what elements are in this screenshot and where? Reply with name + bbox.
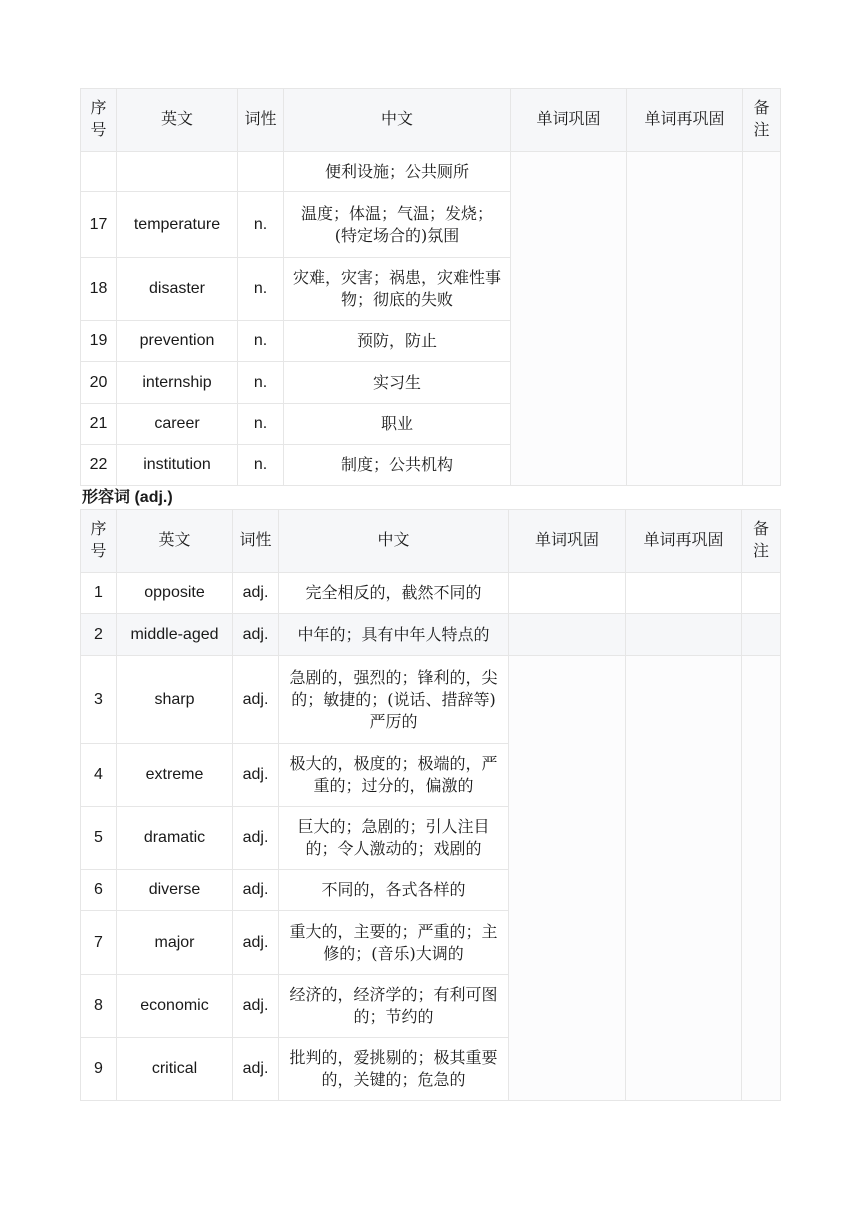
row-pos: adj. — [233, 975, 279, 1038]
row-pos: adj. — [233, 656, 279, 744]
row-pos: adj. — [233, 911, 279, 975]
row-chinese: 职业 — [284, 404, 511, 445]
row-english: middle-aged — [117, 614, 233, 656]
row-index: 9 — [81, 1038, 117, 1101]
row-chinese: 巨大的；急剧的；引人注目的；令人激动的；戏剧的 — [279, 807, 509, 870]
notes-cell[interactable] — [742, 656, 781, 1101]
row-pos: n. — [238, 321, 284, 362]
header-review2: 单词再巩固 — [627, 89, 743, 152]
row-pos: adj. — [233, 1038, 279, 1101]
notes-cell[interactable] — [743, 152, 781, 486]
row-index: 2 — [81, 614, 117, 656]
row-index: 6 — [81, 870, 117, 911]
row-english: major — [117, 911, 233, 975]
row-index: 1 — [81, 573, 117, 614]
adjective-table — [80, 509, 781, 1101]
review2-cell[interactable] — [627, 152, 743, 486]
row-index: 18 — [81, 258, 117, 321]
row-index: 5 — [81, 807, 117, 870]
section-title-zh: 形容词 — [82, 489, 131, 506]
row-english: institution — [117, 445, 238, 486]
row-chinese: 急剧的，强烈的；锋利的，尖的；敏捷的；(说话、措辞等)严厉的 — [279, 656, 509, 744]
row-english: economic — [117, 975, 233, 1038]
table-header-row — [81, 510, 781, 573]
row-index — [81, 152, 117, 192]
row-chinese: 实习生 — [284, 362, 511, 404]
row-pos: adj. — [233, 614, 279, 656]
review2-cell[interactable] — [626, 614, 742, 656]
row-pos: adj. — [233, 870, 279, 911]
header-review2: 单词再巩固 — [626, 510, 742, 573]
row-chinese: 温度；体温；气温；发烧；(特定场合的)氛围 — [284, 192, 511, 258]
row-english: temperature — [117, 192, 238, 258]
row-chinese: 中年的；具有中年人特点的 — [279, 614, 509, 656]
table-row — [81, 152, 781, 192]
row-pos: adj. — [233, 744, 279, 807]
row-chinese: 经济的，经济学的；有利可图的；节约的 — [279, 975, 509, 1038]
header-pos: 词性 — [233, 510, 279, 573]
row-chinese: 重大的，主要的；严重的；主修的；(音乐)大调的 — [279, 911, 509, 975]
header-index: 序号 — [81, 89, 117, 152]
row-pos: n. — [238, 445, 284, 486]
row-english: disaster — [117, 258, 238, 321]
header-english: 英文 — [117, 89, 238, 152]
review1-cell[interactable] — [509, 573, 626, 614]
header-pos: 词性 — [238, 89, 284, 152]
row-english: prevention — [117, 321, 238, 362]
notes-cell[interactable] — [742, 614, 781, 656]
row-chinese: 不同的，各式各样的 — [279, 870, 509, 911]
review1-cell[interactable] — [509, 614, 626, 656]
row-pos: adj. — [233, 573, 279, 614]
row-index: 22 — [81, 445, 117, 486]
header-review1: 单词巩固 — [509, 510, 626, 573]
header-notes: 备注 — [742, 510, 781, 573]
table-row — [81, 614, 781, 656]
row-chinese: 极大的，极度的；极端的，严重的；过分的，偏激的 — [279, 744, 509, 807]
header-notes: 备注 — [743, 89, 781, 152]
row-pos: n. — [238, 192, 284, 258]
row-index: 19 — [81, 321, 117, 362]
row-index: 21 — [81, 404, 117, 445]
header-chinese: 中文 — [279, 510, 509, 573]
review1-cell[interactable] — [509, 656, 626, 1101]
row-index: 20 — [81, 362, 117, 404]
noun-table — [80, 88, 781, 486]
row-english: dramatic — [117, 807, 233, 870]
table-row — [81, 573, 781, 614]
row-english: diverse — [117, 870, 233, 911]
row-pos: n. — [238, 404, 284, 445]
row-index: 7 — [81, 911, 117, 975]
header-review1: 单词巩固 — [511, 89, 627, 152]
row-english — [117, 152, 238, 192]
row-english: opposite — [117, 573, 233, 614]
table-row — [81, 656, 781, 744]
row-chinese: 灾难，灾害；祸患，灾难性事物；彻底的失败 — [284, 258, 511, 321]
row-index: 3 — [81, 656, 117, 744]
adjectives-section-title — [80, 486, 780, 509]
row-pos: n. — [238, 362, 284, 404]
notes-cell[interactable] — [742, 573, 781, 614]
header-chinese: 中文 — [284, 89, 511, 152]
row-english: sharp — [117, 656, 233, 744]
row-pos — [238, 152, 284, 192]
review2-cell[interactable] — [626, 573, 742, 614]
row-chinese: 便利设施；公共厕所 — [284, 152, 511, 192]
row-english: critical — [117, 1038, 233, 1101]
row-index: 4 — [81, 744, 117, 807]
section-title-en: (adj.) — [134, 489, 173, 506]
review2-cell[interactable] — [626, 656, 742, 1101]
table-header-row — [81, 89, 781, 152]
row-index: 17 — [81, 192, 117, 258]
row-english: extreme — [117, 744, 233, 807]
header-index: 序号 — [81, 510, 117, 573]
row-english: career — [117, 404, 238, 445]
row-chinese: 预防，防止 — [284, 321, 511, 362]
row-chinese: 制度；公共机构 — [284, 445, 511, 486]
header-english: 英文 — [117, 510, 233, 573]
document-page — [80, 88, 780, 1101]
row-chinese: 完全相反的，截然不同的 — [279, 573, 509, 614]
review1-cell[interactable] — [511, 152, 627, 486]
row-index: 8 — [81, 975, 117, 1038]
row-chinese: 批判的，爱挑剔的；极其重要的，关键的；危急的 — [279, 1038, 509, 1101]
row-pos: adj. — [233, 807, 279, 870]
row-english: internship — [117, 362, 238, 404]
row-pos: n. — [238, 258, 284, 321]
